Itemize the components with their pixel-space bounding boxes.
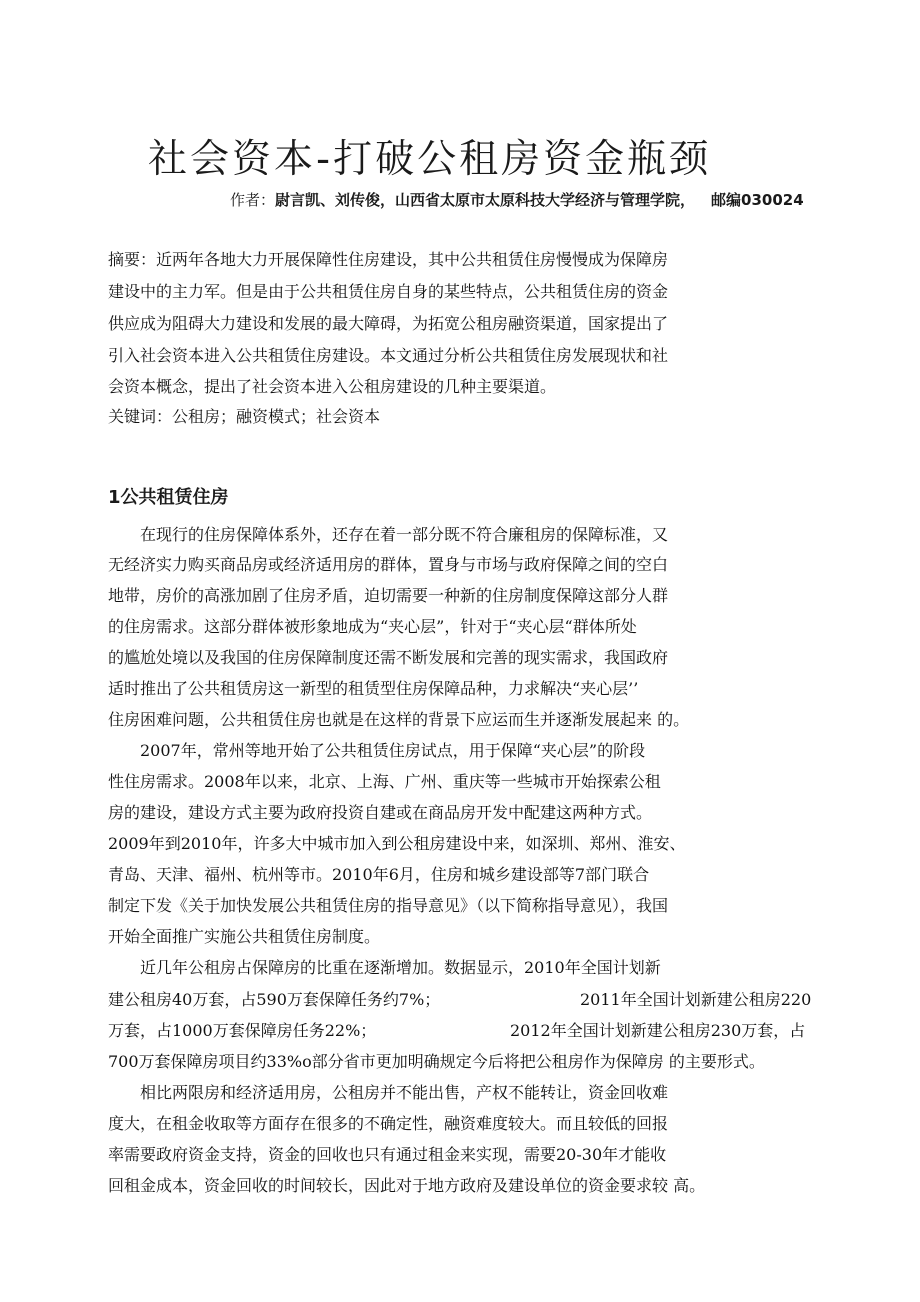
body-line: 回租金成本，资金回收的时间较长，因此对于地方政府及建设单位的资金要求较 高。 <box>108 1176 706 1195</box>
body-line: 率需要政府资金支持，资金的回收也只有通过租金来实现，需要20-30年才能收 <box>108 1145 667 1164</box>
body-line: 度大，在租金收取等方面存在很多的不确定性，融资难度较大。而且较低的回报 <box>108 1114 669 1133</box>
body-line: 相比两限房和经济适用房，公租房并不能出售，产权不能转让，资金回收难 <box>108 1083 669 1102</box>
abstract-line: 摘要：近两年各地大力开展保障性住房建设，其中公共租赁住房慢慢成为保障房 <box>108 250 669 269</box>
body-line: 的尴尬处境以及我国的住房保障制度还需不断发展和完善的现实需求，我国政府 <box>108 648 669 667</box>
body-line: 制定下发《关于加快发展公共租赁住房的指导意见》（以下简称指导意见），我国 <box>108 896 669 915</box>
body-line: 开始全面推广实施公共租赁住房制度。 <box>108 927 381 946</box>
body-line: 性住房需求。2008年以来，北京、上海、广州、重庆等一些城市开始探索公租 <box>108 772 661 791</box>
body-line: 房的建设，建设方式主要为政府投资自建或在商品房开发中配建这两种方式。 <box>108 803 653 822</box>
body-line: 的住房需求。这部分群体被形象地成为“夹心层”，针对于“夹心层“群体所处 <box>108 617 637 636</box>
body-line: 青岛、天津、福州、杭州等市。2010年6月，住房和城乡建设部等7部门联合 <box>108 865 650 884</box>
body-line: 2007年，常州等地开始了公共租赁住房试点，用于保障“夹心层”的阶段 <box>108 741 646 760</box>
paper-title: 社会资本-打破公租房资金瓶颈 <box>148 137 712 182</box>
body-line: 建公租房40万套，占590万套保障任务约7%； <box>108 990 441 1009</box>
body-line: 2011年全国计划新建公租房220 <box>580 990 812 1009</box>
body-line: 在现行的住房保障体系外，还存在着一部分既不符合廉租房的保障标准，又 <box>108 525 669 544</box>
author-postcode: 邮编030024 <box>711 191 804 209</box>
author-label: 作者： <box>230 191 276 209</box>
body-line: 万套，占1000万套保障房任务22%； <box>108 1021 377 1040</box>
body-line: 2009年到2010年，许多大中城市加入到公租房建设中来，如深圳、郑州、淮安、 <box>108 834 686 853</box>
abstract-line: 会资本概念，提出了社会资本进入公租房建设的几种主要渠道。 <box>108 377 557 396</box>
body-line: 无经济实力购买商品房或经济适用房的群体，置身与市场与政府保障之间的空白 <box>108 555 669 574</box>
abstract-line: 供应成为阻碍大力建设和发展的最大障碍，为拓宽公租房融资渠道，国家提出了 <box>108 314 669 333</box>
author-line <box>230 189 804 210</box>
body-line: 地带，房价的高涨加剧了住房矛盾，迫切需要一种新的住房制度保障这部分人群 <box>108 586 669 605</box>
body-line: 适时推出了公共租赁房这一新型的租赁型住房保障品种，力求解决“夹心层’’ <box>108 679 639 698</box>
body-line: 2012年全国计划新建公租房230万套，占 <box>510 1021 806 1040</box>
body-line: 近几年公租房占保障房的比重在逐渐增加。数据显示，2010年全国计划新 <box>108 958 661 977</box>
keywords: 关键词：公租房；融资模式；社会资本 <box>108 407 381 426</box>
section-heading: 1公共租赁住房 <box>108 487 229 508</box>
abstract-line: 引入社会资本进入公共租赁住房建设。本文通过分析公共租赁住房发展现状和社 <box>108 346 669 365</box>
abstract-line: 建设中的主力军。但是由于公共租赁住房自身的某些特点，公共租赁住房的资金 <box>108 282 669 301</box>
author-names: 尉言凯、刘传俊，山西省太原市太原科技大学经济与管理学院， <box>275 191 696 209</box>
body-line: 住房困难问题，公共租赁住房也就是在这样的背景下应运而生并逐渐发展起来 的。 <box>108 710 690 729</box>
body-line: 700万套保障房项目约33%o部分省市更加明确规定今后将把公租房作为保障房 的主要形式。 <box>108 1052 765 1071</box>
